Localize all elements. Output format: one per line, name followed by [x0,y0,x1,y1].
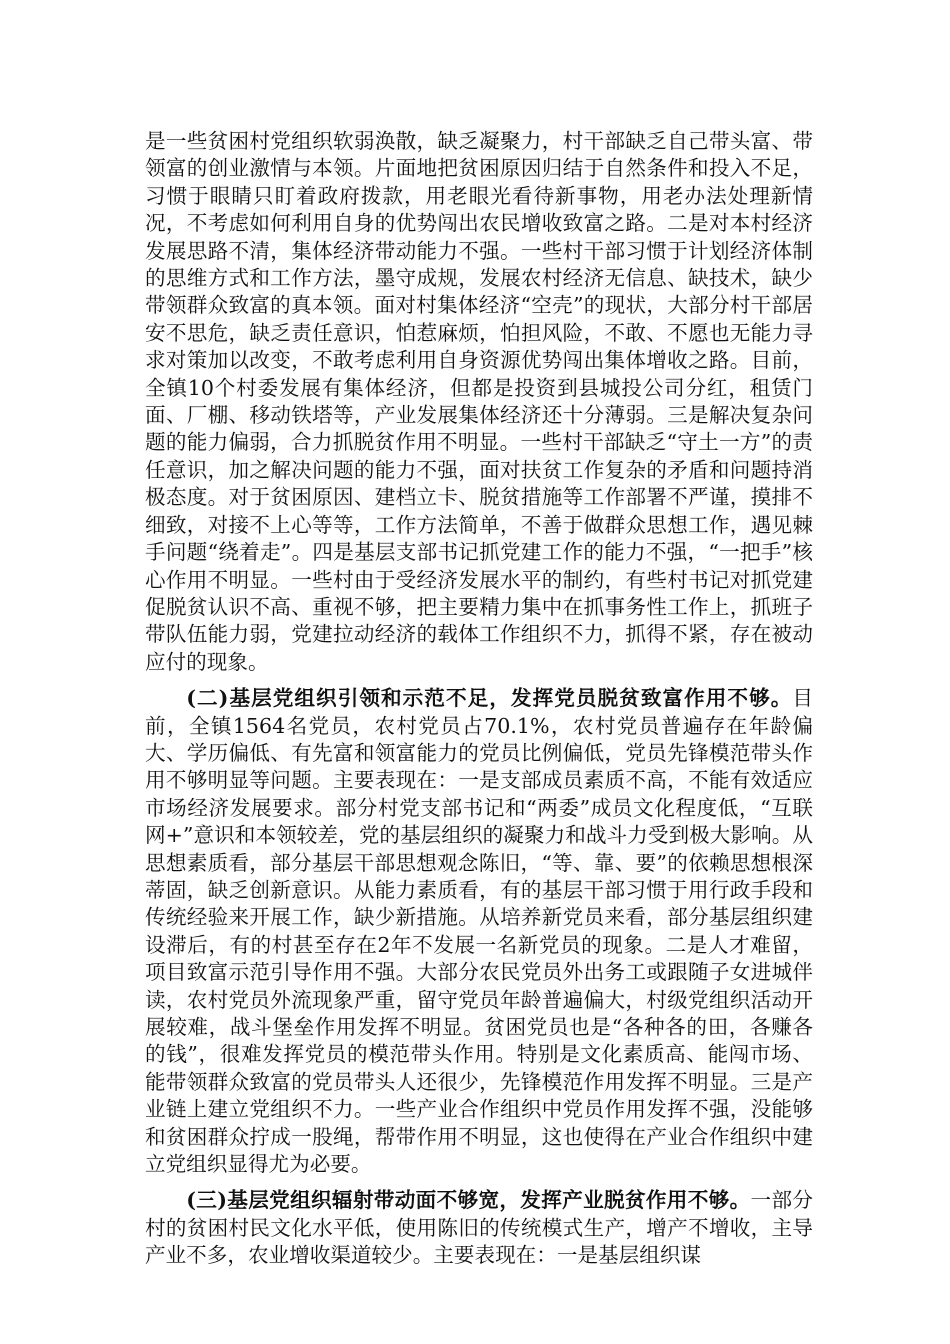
section-2-heading: (二)基层党组织引领和示范不足，发挥党员脱贫致富作用不够。 [186,686,793,711]
paragraph-1 [145,128,813,676]
paragraph-2-text: 目前，全镇1564名党员，农村党员占70.1%，农村党员普遍存在年龄偏大、学历偏低、有先富和领富能力的党员比例偏低，党员先锋模范带头作用不够明显等问题。主要表现在：一是支部成员素质不高，不能有效适应市场经济发展要求。部分村党支部书记和“两委”成员文化程度低，“互联网+”意识和本领较差，党的基层组织的凝聚力和战斗力受到极大影响。从思想素质看，部分基层干部思想观念陈旧，“等、靠、要”的依赖思想根深蒂固，缺乏创新意识。从能力素质看，有的基层干部习惯于用行政手段和传统经验来开展工作，缺少新措施。从培养新党员来看，部分基层组织建设滞后，有的村甚至存在2年不发展一名新党员的现象。二是人才难留，项目致富示范引导作用不强。大部分农民党员外出务工或跟随子女进城伴读，农村党员外流现象严重，留守党员年龄普遍偏大，村级党组织活动开展较难，战斗堡垒作用发挥不明显。贫困党员也是“各种各的田，各赚各的钱”，很难发挥党员的模范带头作用。特别是文化素质高、能闯市场、能带领群众致富的党员带头人还很少，先锋模范作用发挥不明显。三是产业链上建立党组织不力。一些产业合作组织中党员作用发挥不强，没能够和贫困群众拧成一股绳，帮带作用不明显，这也使得在产业合作组织中建立党组织显得尤为必要。 [145,686,813,1177]
section-3-heading: (三)基层党组织辐射带动面不够宽，发挥产业脱贫作用不够。 [186,1188,751,1213]
document-page [145,128,813,1279]
paragraph-3 [145,1187,813,1269]
paragraph-2 [145,685,813,1178]
paragraph-3-text: 一部分村的贫困村民文化水平低，使用陈旧的传统模式生产，增产不增收，主导产业不多，农业增收渠道较少。主要表现在：一是基层组织谋 [145,1188,813,1268]
paragraph-1-text: 是一些贫困村党组织软弱涣散，缺乏凝聚力，村干部缺乏自己带头富、带领富的创业激情与本领。片面地把贫困原因归结于自然条件和投入不足，习惯于眼睛只盯着政府拨款，用老眼光看待新事物，用老办法处理新情况，不考虑如何利用自身的优势闯出农民增收致富之路。二是对本村经济发展思路不清，集体经济带动能力不强。一些村干部习惯于计划经济体制的思维方式和工作方法，墨守成规，发展农村经济无信息、缺技术，缺少带领群众致富的真本领。面对村集体经济“空壳”的现状，大部分村干部居安不思危，缺乏责任意识，怕惹麻烦，怕担风险，不敢、不愿也无能力寻求对策加以改变，不敢考虑利用自身资源优势闯出集体增收之路。目前，全镇10个村委发展有集体经济，但都是投资到县城投公司分红，租赁门面、厂棚、移动铁塔等，产业发展集体经济还十分薄弱。三是解决复杂问题的能力偏弱，合力抓脱贫作用不明显。一些村干部缺乏“守土一方”的责任意识，加之解决问题的能力不强，面对扶贫工作复杂的矛盾和问题持消极态度。对于贫困原因、建档立卡、脱贫措施等工作部署不严谨，摸排不细致，对接不上心等等，工作方法简单，不善于做群众思想工作，遇见棘手问题“绕着走”。四是基层支部书记抓党建工作的能力不强，“一把手”核心作用不明显。一些村由于受经济发展水平的制约，有些村书记对抓党建促脱贫认识不高、重视不够，把主要精力集中在抓事务性工作上，抓班子带队伍能力弱，党建拉动经济的载体工作组织不力，抓得不紧，存在被动应付的现象。 [145,129,813,674]
